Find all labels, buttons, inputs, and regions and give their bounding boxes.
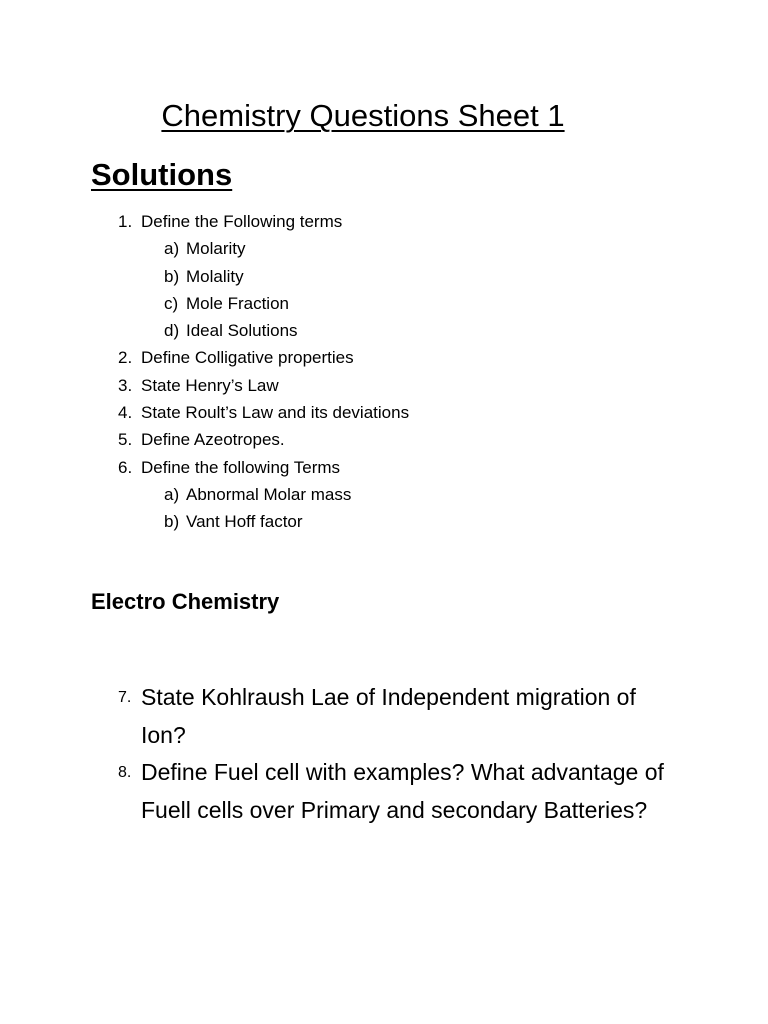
sub-question-letter: a) (164, 484, 180, 504)
sub-question-text: Mole Fraction (186, 293, 289, 313)
sub-question-text: Abnormal Molar mass (186, 484, 352, 504)
sub-question-letter: b) (164, 512, 180, 532)
question-text: Define the Following terms (141, 212, 343, 231)
question-item (0, 679, 768, 754)
question-item (0, 754, 768, 829)
sub-question-text: Ideal Solutions (186, 321, 298, 341)
question-text: Define Fuel cell with examples? What advantage of Fuell cells over Primary and secondary Batteries? (141, 759, 664, 823)
electro-question-list (0, 679, 768, 829)
question-text: Define Colligative properties (141, 348, 354, 368)
section-heading-electro-chemistry: Electro Chemistry (91, 589, 280, 614)
sub-question-text: Molality (186, 266, 244, 286)
sub-question-text: Molarity (186, 239, 246, 259)
question-number: 2. (118, 348, 133, 368)
sub-question-letter: d) (164, 321, 180, 341)
sub-question-letter: c) (164, 293, 179, 313)
question-number: 5. (118, 430, 133, 450)
sub-question-letter: a) (164, 239, 180, 259)
question-number: 3. (118, 375, 133, 395)
question-text: Define Azeotropes. (141, 430, 285, 450)
question-text: Define the following Terms (141, 457, 341, 477)
question-text: State Henry’s Law (141, 375, 279, 395)
question-number: 6. (118, 457, 133, 477)
question-number: 4. (118, 403, 133, 423)
sub-question-text: Vant Hoff factor (186, 512, 303, 532)
sub-question-letter: b) (164, 266, 180, 286)
page-title: Chemistry Questions Sheet 1 (161, 98, 565, 133)
question-text: State Roult’s Law and its deviations (141, 403, 410, 423)
section-heading-solutions: Solutions (91, 157, 233, 192)
question-number: 8. (118, 764, 132, 781)
question-number: 1. (118, 212, 133, 231)
question-text: State Kohlraush Lae of Independent migration of Ion? (141, 684, 636, 748)
question-number: 7. (118, 689, 132, 706)
